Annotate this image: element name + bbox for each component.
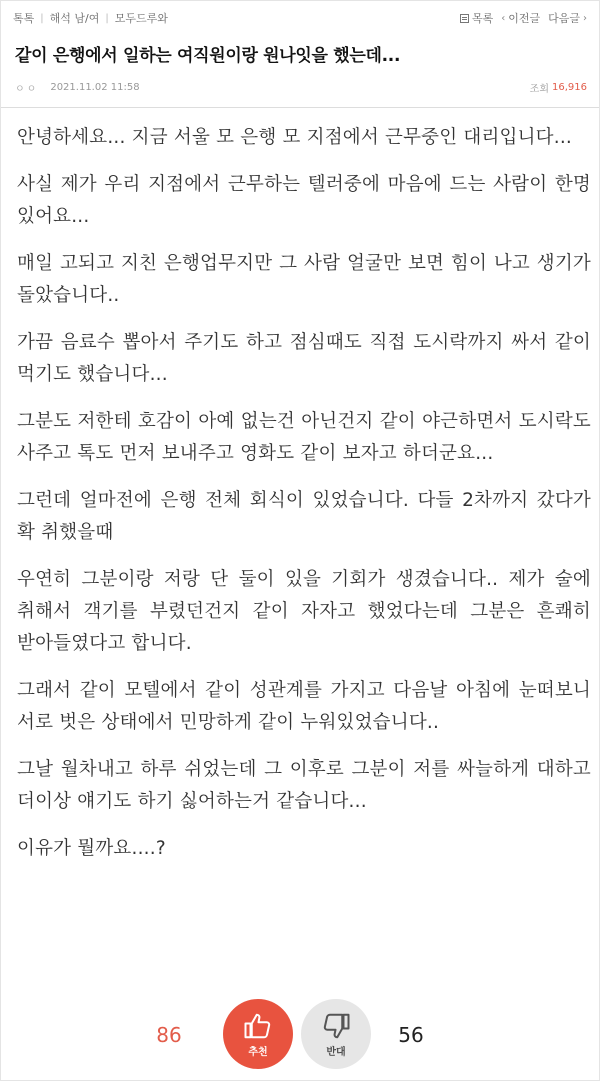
post-paragraph: 그날 월차내고 하루 쉬었는데 그 이후로 그분이 저를 싸늘하게 대하고 더이상 얘기도 하기 싫어하는거 같습니다... [17,759,591,812]
post-title: 같이 은행에서 일하는 여직원이랑 원나잇을 했는데... [15,46,401,66]
vote-area [1,999,599,1075]
breadcrumb-item-talk[interactable]: 톡톡 [13,12,35,25]
upvote-label: 추천 [248,1046,268,1058]
list-icon [460,14,469,23]
upvote-button[interactable] [223,999,293,1069]
post-paragraph: 그런데 얼마전에 은행 전체 회식이 있었습니다. 다들 2차까지 갔다가 확 취했을때 [17,490,591,543]
downvote-label: 반대 [326,1046,346,1058]
prev-post-button[interactable] [501,10,540,26]
next-post-button[interactable] [548,10,587,26]
breadcrumb-item-board[interactable]: 모두드루와 [114,12,168,25]
post-views [530,80,587,95]
post-content [17,122,591,880]
post-paragraph: 그래서 같이 모텔에서 같이 성관계를 가지고 다음날 아침에 눈떠보니 서로 벗은 상태에서 민망하게 같이 누워있었습니다.. [17,680,591,733]
list-button[interactable] [460,10,493,26]
breadcrumb-item-category[interactable]: 해석 남/여 [49,12,100,25]
post-author[interactable]: ㅇㅇ [15,83,39,95]
top-bar [1,1,599,35]
chevron-left-icon: ‹ [501,12,506,24]
post-date: 2021.11.02 11:58 [50,81,140,93]
chevron-right-icon: › [583,12,587,24]
post-navigation [460,10,587,26]
views-count: 16,916 [552,81,587,93]
breadcrumb [13,10,168,26]
views-label: 조회 [529,83,549,95]
thumbs-up-icon [243,1011,273,1041]
thumbs-down-icon [321,1011,351,1041]
downvote-button[interactable] [301,999,371,1069]
next-post-label: 다음글 [548,12,580,25]
title-divider [1,107,599,108]
post-meta-left [15,80,140,95]
breadcrumb-separator: | [40,12,44,24]
upvote-count: 86 [156,1023,182,1047]
post-meta [15,79,587,95]
breadcrumb-separator: | [105,12,109,24]
downvote-count: 56 [398,1023,424,1047]
prev-post-label: 이전글 [508,12,541,25]
post-paragraph: 안녕하세요... 지금 서울 모 은행 모 지점에서 근무중인 대리입니다... [17,127,572,148]
post-paragraph: 사실 제가 우리 지점에서 근무하는 텔러중에 마음에 드는 사람이 한명 있어요... [17,174,591,227]
list-button-label: 목록 [471,12,494,25]
post-paragraph: 매일 고되고 지친 은행업무지만 그 사람 얼굴만 보면 힘이 나고 생기가 돌았습니다.. [17,253,591,306]
post-paragraph: 이유가 뭘까요....? [17,838,166,859]
post-paragraph: 가끔 음료수 뽑아서 주기도 하고 점심때도 직접 도시락까지 싸서 같이 먹기도 했습니다... [17,332,591,385]
post-paragraph: 그분도 저한테 호감이 아예 없는건 아닌건지 같이 야근하면서 도시락도 사주고 톡도 먼저 보내주고 영화도 같이 보자고 하더군요... [17,411,591,464]
post-paragraph: 우연히 그분이랑 저랑 단 둘이 있을 기회가 생겼습니다.. 제가 술에 취해서 객기를 부렸던건지 같이 자자고 했었다는데 그분은 흔쾌히 받아들였다고 합니다. [17,569,591,654]
